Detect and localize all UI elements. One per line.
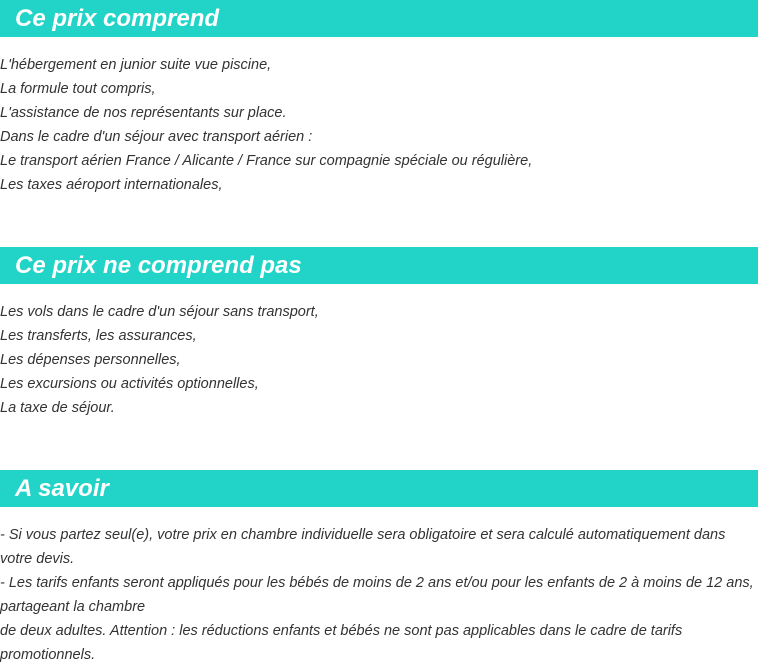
section-header-not-included — [0, 247, 758, 284]
section-title-good-to-know: A savoir — [15, 475, 109, 502]
section-body-good-to-know — [0, 507, 758, 667]
list-item: - Si vous partez seul(e), votre prix en chambre individuelle sera obligatoire et sera calculé automatiquement dans votre devis. — [0, 527, 726, 567]
section-body-included — [0, 37, 758, 197]
list-item: Les taxes aéroport internationales, — [0, 177, 223, 193]
list-item: Les vols dans le cadre d'un séjour sans transport, — [0, 304, 319, 320]
list-item: Dans le cadre d'un séjour avec transport aérien : — [0, 129, 313, 145]
section-included — [0, 0, 758, 197]
section-header-included — [0, 0, 758, 37]
section-good-to-know — [0, 470, 758, 667]
list-item: Les transferts, les assurances, — [0, 328, 197, 344]
list-item: La formule tout compris, — [0, 81, 156, 97]
list-item: Le transport aérien France / Alicante / France sur compagnie spéciale ou régulière, — [0, 153, 533, 169]
section-not-included — [0, 247, 758, 420]
list-item: de deux adultes. Attention : les réductions enfants et bébés ne sont pas applicables dans le cadre de tarifs promotionnels. — [0, 623, 683, 663]
section-body-not-included — [0, 284, 758, 420]
list-item: - Les tarifs enfants seront appliqués pour les bébés de moins de 2 ans et/ou pour les enfants de 2 à moins de 12 ans, partageant la chambre — [0, 575, 754, 615]
section-header-good-to-know — [0, 470, 758, 507]
list-item: La taxe de séjour. — [0, 400, 115, 416]
list-item: L'assistance de nos représentants sur place. — [0, 105, 287, 121]
list-item: L'hébergement en junior suite vue piscine, — [0, 57, 272, 73]
section-title-not-included: Ce prix ne comprend pas — [15, 252, 302, 279]
list-item: Les excursions ou activités optionnelles, — [0, 376, 259, 392]
section-title-included: Ce prix comprend — [15, 5, 220, 32]
list-item: Les dépenses personnelles, — [0, 352, 181, 368]
